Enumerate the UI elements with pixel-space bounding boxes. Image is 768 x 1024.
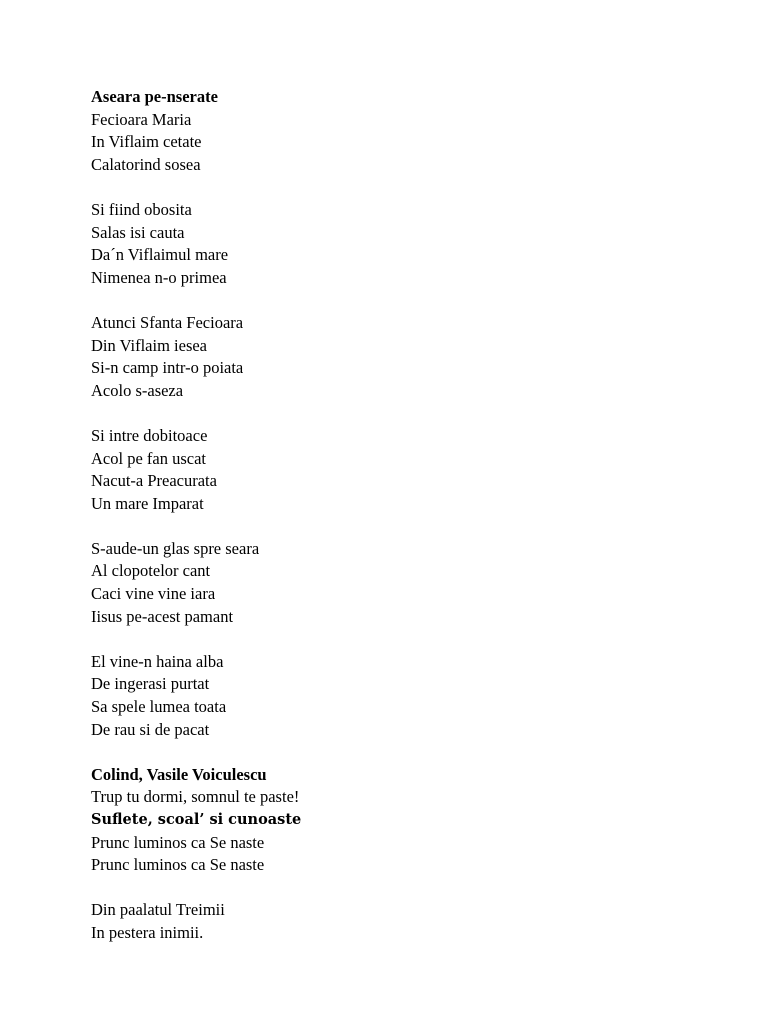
stanza (91, 312, 731, 402)
verse-line: In pestera inimii. (91, 922, 204, 942)
stanza (91, 425, 731, 515)
verse-line: Atunci Sfanta Fecioara (91, 312, 244, 332)
verse-line: Al clopotelor cant (91, 561, 211, 581)
verse-line: Un mare Imparat (91, 493, 204, 513)
verse-line: S-aude-un glas spre seara (91, 538, 260, 558)
stanza-gap (91, 176, 731, 199)
stanza (91, 538, 731, 628)
stanza (91, 651, 731, 741)
stanza (91, 109, 731, 177)
stanza-gap (91, 877, 731, 900)
stanza-gap (91, 628, 731, 651)
poem-title: Aseara pe-nserate (91, 87, 218, 106)
stanza-gap (91, 402, 731, 425)
document-page (91, 86, 731, 945)
verse-line: Prunc luminos ca Se naste (91, 832, 265, 852)
verse-line: Fecioara Maria (91, 109, 192, 129)
stanza (91, 786, 731, 876)
stanza-gap (91, 741, 731, 764)
verse-line: Nimenea n-o primea (91, 267, 227, 287)
verse-line: De ingerasi purtat (91, 674, 210, 694)
verse-line: Prunc luminos ca Se naste (91, 855, 265, 875)
verse-line: El vine-n haina alba (91, 651, 224, 671)
verse-line: Si fiind obosita (91, 199, 192, 219)
stanza-gap (91, 515, 731, 538)
verse-line: Si intre dobitoace (91, 425, 208, 445)
verse-line: Da´n Viflaimul mare (91, 245, 229, 265)
verse-line: Suflete, scoal’ si cunoaste (91, 811, 302, 828)
verse-line: Acolo s-aseza (91, 380, 184, 400)
stanza (91, 899, 731, 944)
verse-line: Caci vine vine iara (91, 584, 216, 604)
verse-line: Sa spele lumea toata (91, 697, 227, 717)
verse-line: De rau si de pacat (91, 719, 210, 739)
stanza-gap (91, 289, 731, 312)
verse-line: Si-n camp intr-o poiata (91, 358, 244, 378)
verse-line: Acol pe fan uscat (91, 448, 206, 468)
verse-line: In Viflaim cetate (91, 132, 202, 152)
verse-line: Calatorind sosea (91, 154, 201, 174)
verse-line: Din paalatul Treimii (91, 900, 225, 920)
verse-line: Iisus pe-acest pamant (91, 606, 234, 626)
poem-title: Colind, Vasile Voiculescu (91, 764, 267, 784)
verse-line: Din Viflaim iesea (91, 335, 208, 355)
verse-line: Trup tu dormi, somnul te paste! (91, 787, 300, 807)
verse-line: Salas isi cauta (91, 222, 185, 242)
stanza (91, 199, 731, 289)
verse-line: Nacut-a Preacurata (91, 471, 217, 491)
